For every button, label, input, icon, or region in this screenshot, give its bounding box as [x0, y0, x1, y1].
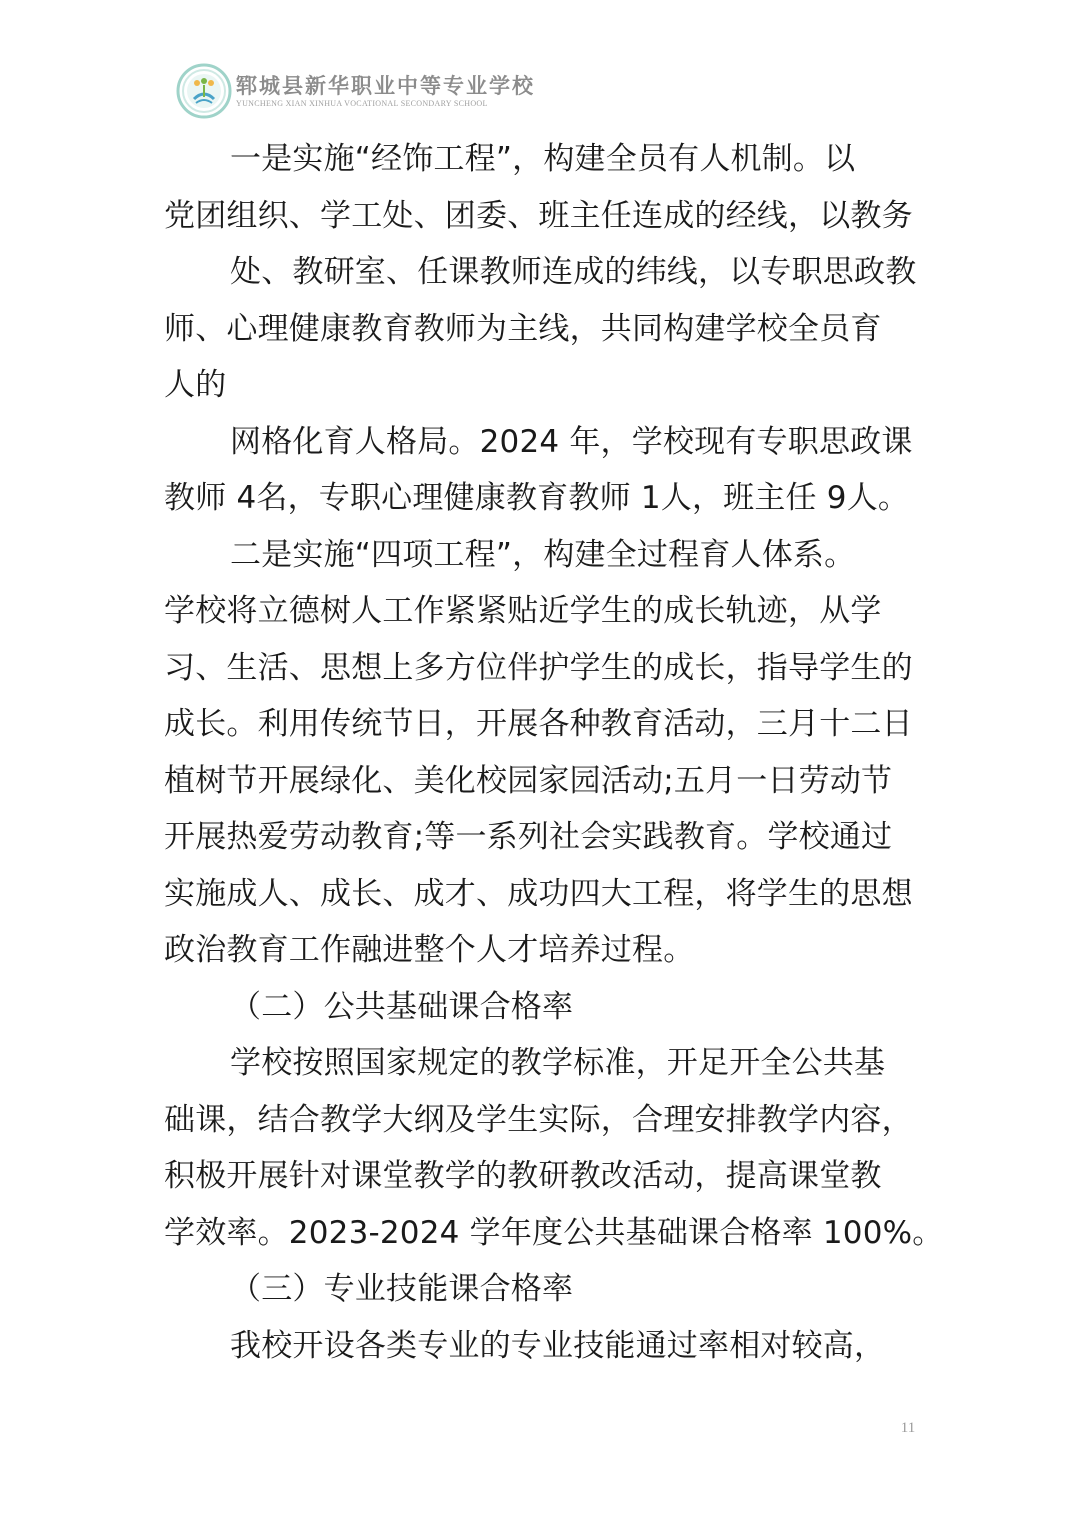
text-line: 学效率。2023-2024 学年度公共基础课合格率 100%。: [164, 1214, 944, 1251]
text-line: 党团组织、学工处、团委、班主任连成的经线，以教务: [164, 197, 913, 234]
school-logo-icon: [176, 63, 232, 119]
text-line: 习、生活、思想上多方位伴护学生的成长，指导学生的: [164, 649, 913, 686]
text-line: 网格化育人格局。2024 年，学校现有专职思政课: [230, 423, 913, 460]
text-line: 人的: [164, 367, 227, 403]
text-line: 积极开展针对课堂教学的教研教改活动，提高课堂教: [164, 1158, 882, 1194]
text-line: 处、教研室、任课教师连成的纬线，以专职思政教: [230, 254, 917, 290]
school-name-english: YUNCHENG XIAN XINHUA VOCATIONAL SECONDARY SCHOOL: [236, 98, 488, 108]
school-name: 郓城县新华职业中等专业学校: [236, 72, 535, 98]
text-line: 学校将立德树人工作紧紧贴近学生的成长轨迹，从学: [164, 593, 882, 629]
page-number: 11: [900, 1420, 916, 1436]
page-header: [176, 62, 535, 120]
text-line: 政治教育工作融进整个人才培养过程。: [164, 932, 695, 968]
text-line: 础课，结合教学大纲及学生实际，合理安排教学内容，: [164, 1101, 913, 1138]
text-line: 成长。利用传统节日，开展各种教育活动，三月十二日: [164, 706, 913, 742]
text-line: 实施成人、成长、成才、成功四大工程，将学生的思想: [164, 875, 913, 912]
text-line: 植树节开展绿化、美化校园家园活动;五月一日劳动节: [164, 762, 893, 799]
text-line: （二）公共基础课合格率: [230, 988, 574, 1025]
text-line: 学校按照国家规定的教学标准，开足开全公共基: [230, 1045, 886, 1081]
text-line: 一是实施“经饰工程”，构建全员有人机制。以: [230, 141, 856, 177]
text-line: 二是实施“四项工程”，构建全过程育人体系。: [230, 536, 856, 573]
text-line: 开展热爱劳动教育;等一系列社会实践教育。学校通过: [164, 819, 893, 855]
text-line: （三）专业技能课合格率: [230, 1271, 574, 1307]
text-line: 我校开设各类专业的专业技能通过率相对较高，: [230, 1327, 886, 1364]
text-line: 师、心理健康教育教师为主线，共同构建学校全员育: [164, 310, 882, 347]
text-line: 教师 4名，专职心理健康教育教师 1人，班主任 9人。: [164, 480, 910, 516]
document-body: [164, 131, 944, 1374]
